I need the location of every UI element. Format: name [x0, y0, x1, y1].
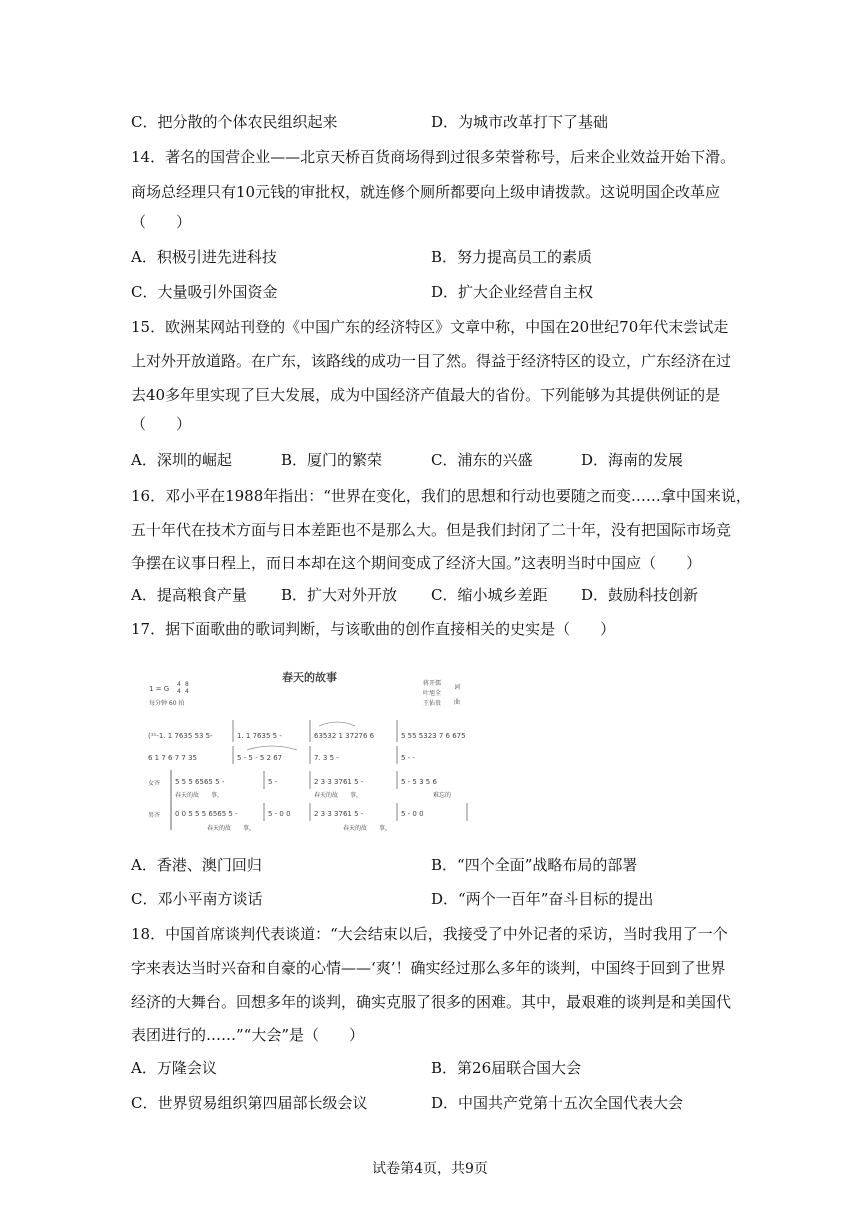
question-text: 去40多年里实现了巨大发展，成为中国经济产值最大的省份。下列能够为其提供例证的是 [131, 386, 721, 404]
option-a: A．积极引进先进科技 [131, 248, 277, 266]
svg-text:2 3 3 3761 5 -: 2 3 3 3761 5 - [314, 778, 364, 786]
svg-text:5 - 5 3 5 6: 5 - 5 3 5 6 [401, 778, 437, 786]
option-c: C．世界贸易组织第四届部长级会议 [131, 1094, 368, 1112]
option-b: B．厦门的繁荣 [281, 451, 383, 469]
page-footer: 试卷第4页，共9页 [372, 1161, 488, 1177]
option-d: D．海南的发展 [581, 451, 684, 469]
question-text: 15．欧洲某网站刊登的《中国广东的经济特区》文章中称，中国在20世纪70年代末尝试走 [131, 318, 729, 336]
option-b: B．扩大对外开放 [281, 586, 398, 604]
score-title: 春天的故事 [282, 671, 337, 684]
score-credit-2: 叶旭全 [423, 690, 442, 697]
question-text: 字来表达当时兴奋和自豪的心情——‘爽’！确实经过那么多年的谈判，中国终于回到了世界 [131, 959, 726, 977]
question-text: 五十年代在技术方面与日本差距也不是那么大。但是我们封闭了二十年，没有把国际市场竞 [131, 521, 732, 539]
option-b: B．第26届联合国大会 [431, 1059, 582, 1077]
score-role-lyrics: 词 [454, 684, 461, 691]
option-b: B．努力提高员工的素质 [431, 248, 593, 266]
svg-text:0 0 5 5 5 6565 5 -: 0 0 5 5 5 6565 5 - [175, 810, 238, 818]
svg-text:1. 1 7635 5 -: 1. 1 7635 5 - [237, 732, 282, 740]
score-lyric: 春天的故 事， [343, 825, 392, 832]
q13-option-c: C．把分散的个体农民组织起来 [131, 113, 338, 131]
score-lyric: 难忘的 [433, 792, 452, 799]
svg-text:5 5 5 6565 5 -: 5 5 5 6565 5 - [175, 778, 225, 786]
question-text: 14．著名的国营企业——北京天桥百货商场得到过很多荣誉称号，后来企业效益开始下滑。 [131, 148, 736, 166]
svg-text:5 55 5323 7 6 675: 5 55 5323 7 6 675 [401, 732, 466, 740]
svg-text:(¹¹-1. 1 7635 53 5-: (¹¹-1. 1 7635 53 5- [148, 732, 213, 740]
question-text: 上对外开放道路。在广东，该路线的成功一目了然。得益于经济特区的设立，广东经济在过 [131, 352, 732, 370]
option-d: D．中国共产党第十五次全国代表大会 [431, 1094, 684, 1112]
option-a: A．香港、澳门回归 [131, 856, 262, 874]
svg-text:5 - 0 0: 5 - 0 0 [401, 810, 424, 818]
option-c: C．浦东的兴盛 [431, 451, 533, 469]
question-bracket: （ ） [131, 213, 192, 231]
svg-text:63532 1 37276 6: 63532 1 37276 6 [314, 732, 375, 740]
option-c: C．邓小平南方谈话 [131, 890, 263, 908]
svg-text:5 -: 5 - [268, 778, 278, 786]
q13-option-d: D．为城市改革打下了基础 [431, 113, 609, 131]
option-a: A．提高粮食产量 [131, 586, 247, 604]
question-text: 16．邓小平在1988年指出：“世界在变化，我们的思想和行动也要随之而变……拿中国来说， [131, 487, 751, 505]
svg-text:5 - 0 0: 5 - 0 0 [268, 810, 291, 818]
question-bracket: （ ） [131, 415, 192, 433]
score-part-female: 女齐 [148, 780, 161, 787]
option-b: B．“四个全面”战略布局的部署 [431, 856, 638, 874]
svg-text:8: 8 [185, 681, 189, 688]
svg-text:4: 4 [177, 688, 181, 695]
question-text: 经济的大舞台。回想多年的谈判，确实克服了很多的困难。其中，最艰难的谈判是和美国代 [131, 993, 732, 1011]
svg-text:6 1 7 6 7 7 35: 6 1 7 6 7 7 35 [148, 754, 197, 762]
score-credit-3: 王佑贵 [423, 700, 442, 707]
svg-text:5 - -: 5 - - [401, 754, 415, 762]
svg-text:7. 3 5 -: 7. 3 5 - [314, 754, 339, 762]
score-lyric: 春天的故 事， [314, 792, 363, 799]
option-a: A．深圳的崛起 [131, 451, 232, 469]
score-role-music: 曲 [454, 699, 461, 706]
svg-text:2 3 3 3761 5 -: 2 3 3 3761 5 - [314, 810, 364, 818]
question-text: 17．据下面歌曲的歌词判断，与该歌曲的创作直接相关的史实是（ ） [131, 620, 616, 638]
option-c: C．大量吸引外国资金 [131, 283, 278, 301]
svg-text:4: 4 [185, 688, 189, 695]
question-text: 商场总经理只有10元钱的审批权，就连修个厕所都要向上级申请拨款。这说明国企改革应 [131, 183, 721, 201]
option-d: D．“两个一百年”奋斗目标的提出 [431, 890, 654, 908]
question-text: 18．中国首席谈判代表谈道：“大会结束以后，我接受了中外记者的采访，当时我用了一个 [131, 925, 728, 943]
score-part-male: 男齐 [148, 812, 161, 819]
question-text: 争摆在议事日程上，而日本却在这个期间变成了经济大国。”这表明当时中国应（ ） [131, 554, 702, 572]
score-lyric: 春天的故 事， [207, 825, 256, 832]
score-credit-1: 蒋开儒 [423, 680, 442, 687]
svg-text:4: 4 [177, 681, 181, 688]
option-d: D．扩大企业经营自主权 [431, 283, 594, 301]
score-key: 1 = G [149, 685, 170, 693]
question-text: 表团进行的……”“大会”是（ ） [131, 1026, 365, 1044]
option-a: A．万隆会议 [131, 1059, 217, 1077]
sheet-music-image [147, 658, 477, 836]
score-tempo: 每分钟 60 拍 [149, 700, 185, 707]
svg-text:5 - 5 - 5 2 67: 5 - 5 - 5 2 67 [237, 754, 283, 762]
option-d: D．鼓励科技创新 [581, 586, 699, 604]
option-c: C．缩小城乡差距 [431, 586, 548, 604]
score-lyric: 春天的故 事， [175, 792, 224, 799]
